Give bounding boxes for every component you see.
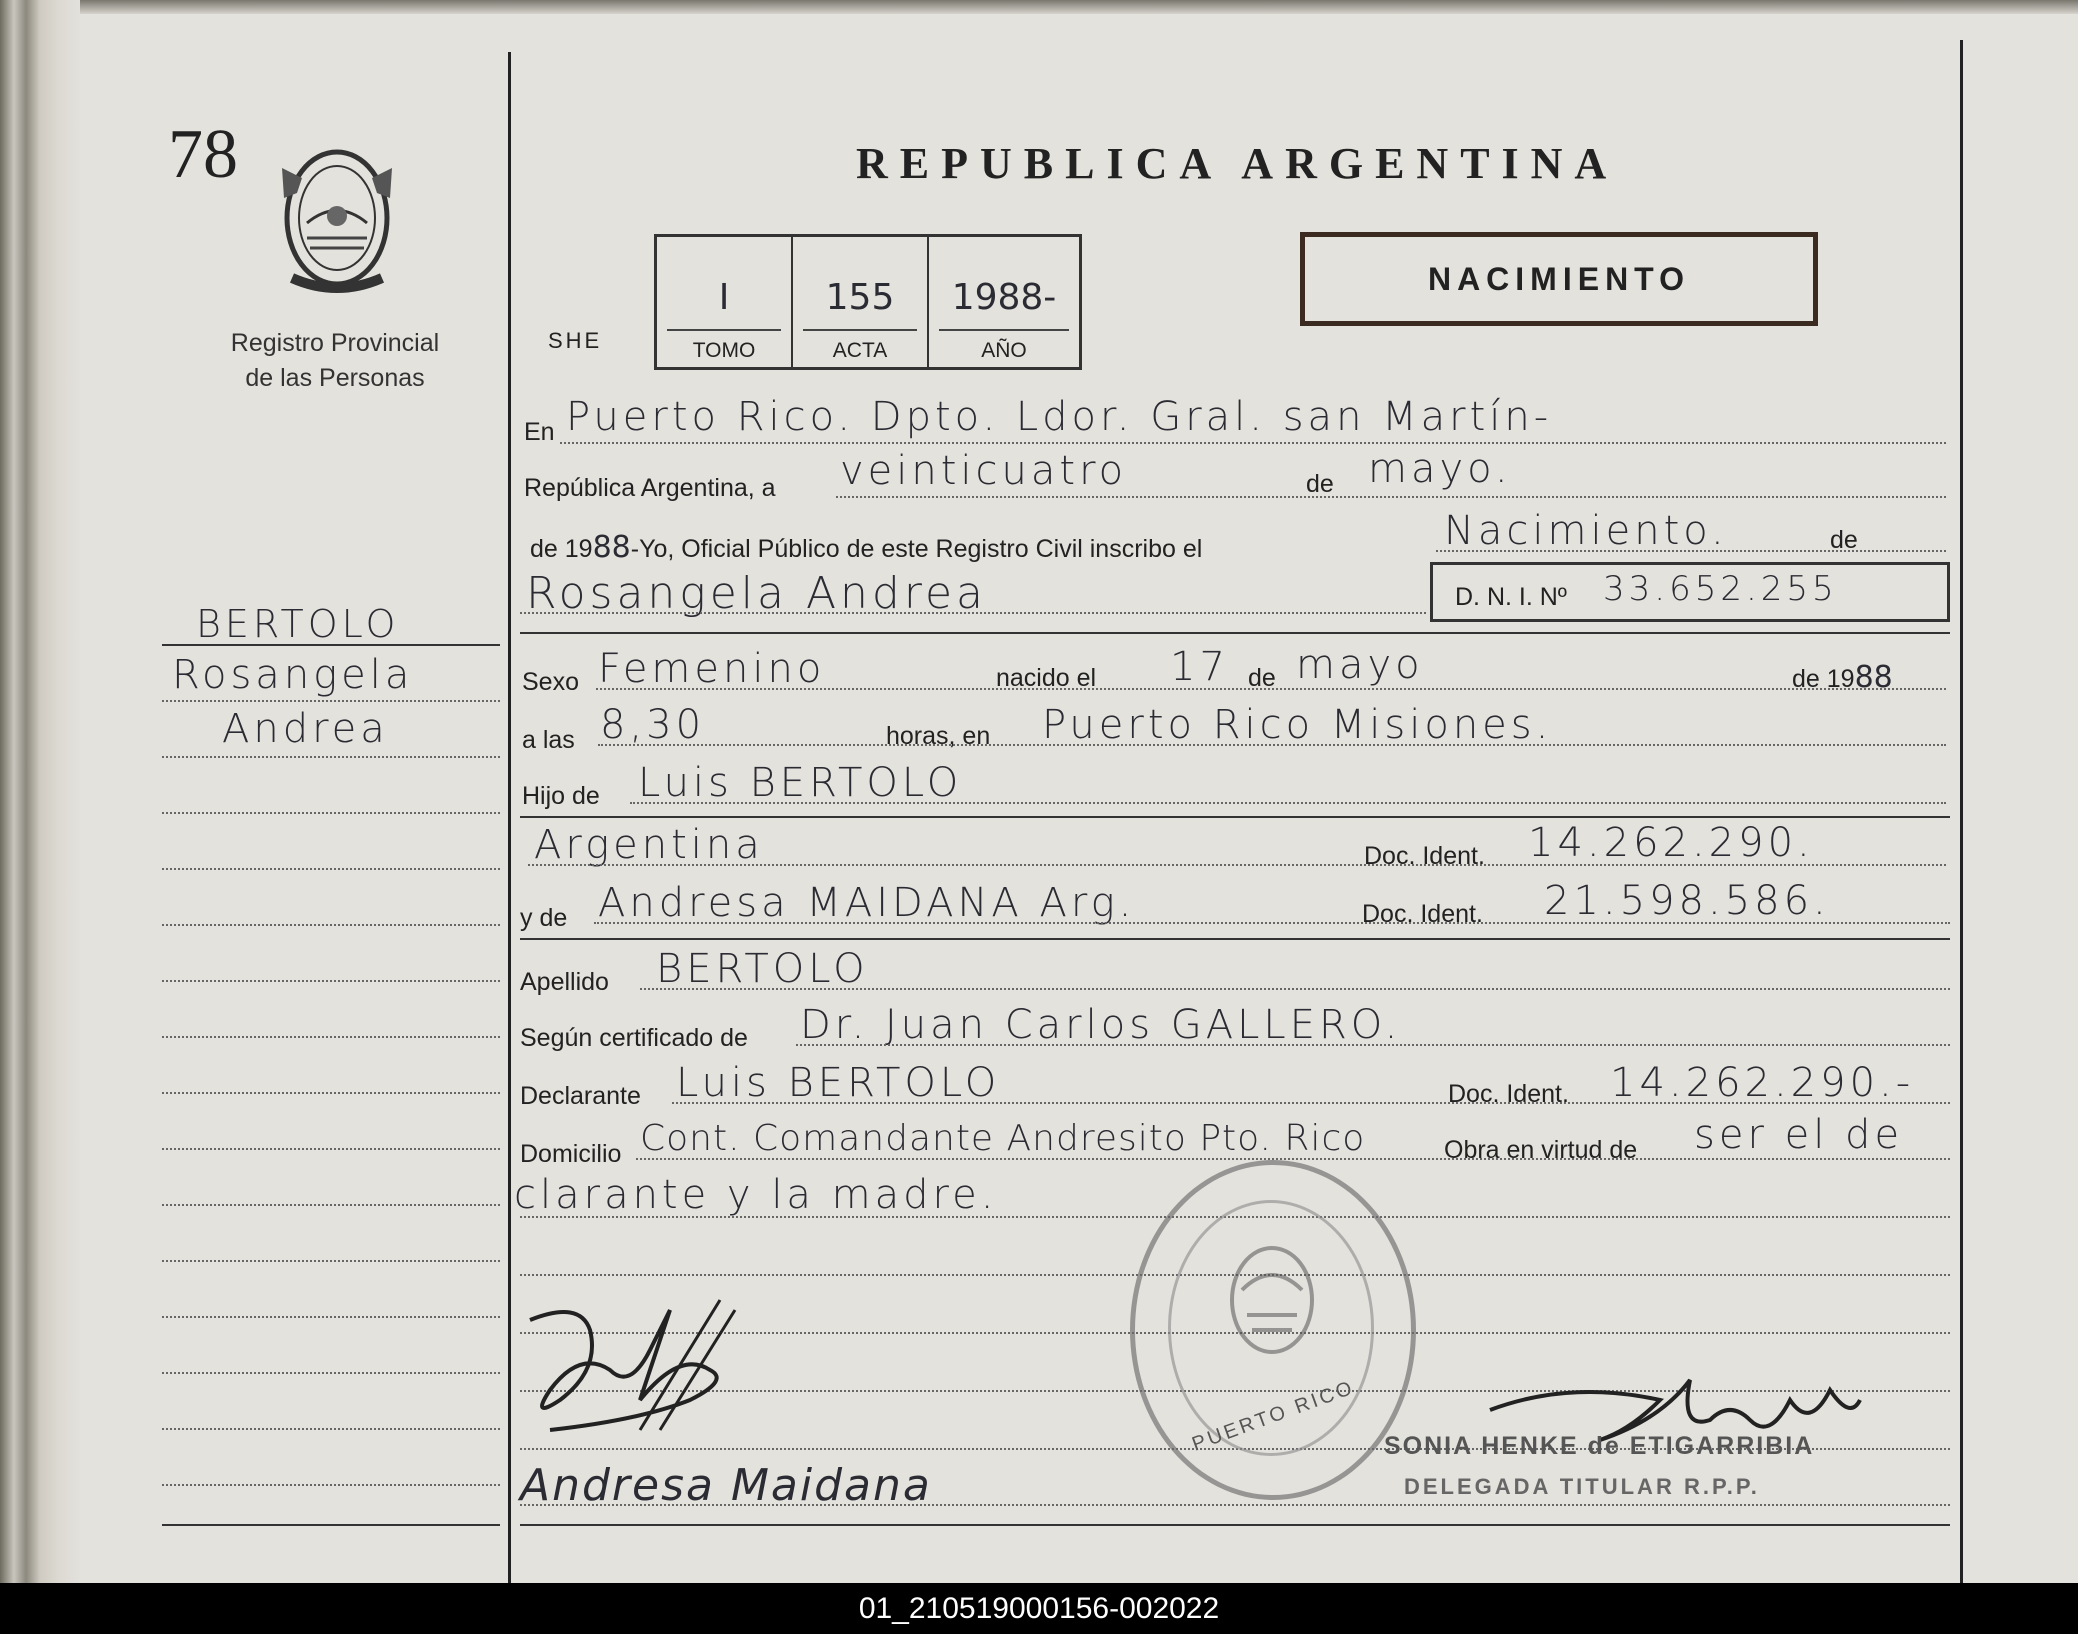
page-top-edge	[0, 0, 2078, 14]
time-line	[598, 744, 1946, 746]
book-spine	[0, 0, 80, 1583]
margin-line	[162, 924, 500, 926]
margin-name-2: Andrea	[222, 706, 389, 752]
horas-label: horas, en	[886, 722, 991, 750]
declarante-line	[672, 1102, 1950, 1104]
margin-rule	[162, 644, 500, 646]
margin-line	[162, 1260, 500, 1262]
dni-label: D. N. I. Nº	[1455, 583, 1567, 611]
oficial-text: -Yo, Oficial Público de este Registro Civil inscribo el	[630, 535, 1203, 563]
margin-line	[162, 1148, 500, 1150]
domicilio-line	[636, 1158, 1950, 1160]
anio-cell	[929, 237, 1079, 367]
misiones-coat-of-arms-icon	[262, 138, 412, 298]
margin-line	[162, 1316, 500, 1318]
section-rule	[520, 632, 1950, 634]
birth-day: 17	[1170, 644, 1229, 690]
image-caption: 01_210519000156-002022	[0, 1583, 2078, 1634]
apellido-label: Apellido	[520, 968, 609, 996]
anio-value: 1988-	[951, 277, 1057, 318]
child-name: Rosangela Andrea	[526, 568, 988, 619]
tomo-value: I	[718, 277, 730, 318]
mother-rule	[520, 938, 1950, 940]
segun-line	[796, 1044, 1950, 1046]
en-label: En	[524, 418, 555, 446]
margin-line	[162, 1372, 500, 1374]
bottom-rule	[520, 1524, 1950, 1526]
declarante-value: Luis BERTOLO	[676, 1060, 1001, 1106]
registry-line-2: de las Personas	[245, 364, 425, 392]
father-line	[630, 802, 1946, 804]
republica-label: República Argentina, a	[524, 474, 776, 502]
birth-place: Puerto Rico Misiones.	[1042, 702, 1553, 748]
sexo-value: Femenino	[598, 646, 826, 692]
mother-doc: 21.598.586.	[1544, 878, 1830, 924]
date-line	[836, 496, 1946, 498]
place-value: Puerto Rico. Dpto. Ldor. Gral. san Martín-	[566, 394, 1553, 440]
doc-label-3: Doc. Ident.	[1448, 1080, 1569, 1108]
father-nationality: Argentina	[534, 822, 764, 868]
document-title: REPUBLICA ARGENTINA	[856, 139, 1619, 188]
page-number: 78	[168, 116, 238, 193]
segun-label: Según certificado de	[520, 1024, 748, 1052]
hijo-label: Hijo de	[522, 782, 600, 810]
record-type-box	[1300, 232, 1818, 326]
place-line	[560, 442, 1946, 444]
record-type: NACIMIENTO	[1427, 260, 1691, 297]
margin-line	[162, 812, 500, 814]
father-name: Luis BERTOLO	[638, 760, 963, 806]
tomo-label: TOMO	[692, 339, 756, 362]
de-label-3: de	[1248, 664, 1276, 692]
margin-line	[162, 868, 500, 870]
segun-value: Dr. Juan Carlos GALLERO.	[800, 1002, 1402, 1048]
mother-name: Andresa MAIDANA Arg.	[598, 880, 1136, 926]
registry-line-1: Registro Provincial	[230, 329, 440, 357]
birth-year-suffix: 88	[1854, 660, 1893, 695]
margin-line	[162, 980, 500, 982]
birth-year-prefix: de 19	[1792, 665, 1855, 693]
day-value: veinticuatro	[840, 448, 1128, 494]
de-label-2: de	[1830, 526, 1858, 554]
doc-label-1: Doc. Ident.	[1364, 842, 1485, 870]
margin-name-1: Rosangela	[172, 652, 414, 698]
month-value: mayo.	[1368, 446, 1512, 492]
declarante-doc: 14.262.290.-	[1610, 1060, 1915, 1106]
registry-name	[200, 326, 470, 396]
sexo-label: Sexo	[522, 668, 579, 696]
margin-line	[162, 1484, 500, 1486]
mother-line	[594, 922, 1950, 924]
margin-line	[162, 1428, 500, 1430]
margin-line	[162, 700, 500, 702]
obra-value: ser el de	[1694, 1112, 1904, 1158]
stamp-emblem-icon	[1222, 1240, 1322, 1360]
father-doc: 14.262.290.	[1528, 820, 1814, 866]
margin-line	[162, 1204, 500, 1206]
child-name-line	[520, 612, 1426, 614]
year-suffix: 88	[592, 530, 631, 565]
margin-surname: BERTOLO	[196, 602, 400, 646]
doc-label-2: Doc. Ident.	[1362, 900, 1483, 928]
de-label: de	[1306, 470, 1334, 498]
father-doc-line	[528, 864, 1946, 866]
acto-value: Nacimiento.	[1444, 508, 1728, 554]
year-prefix-text: de 19	[530, 535, 593, 563]
dni-box	[1430, 562, 1950, 622]
a-las-label: a las	[522, 726, 575, 754]
obra-label: Obra en virtud de	[1444, 1136, 1638, 1164]
declarante-label: Declarante	[520, 1082, 641, 1110]
year-prefix	[530, 530, 1202, 565]
declarant-signature-icon	[520, 1290, 750, 1440]
acta-value: 155	[825, 277, 895, 318]
acta-label: ACTA	[832, 339, 888, 362]
right-border	[1960, 40, 1963, 1583]
birth-line	[596, 688, 1946, 690]
anio-label: AÑO	[981, 339, 1027, 362]
obra-value-2: clarante y la madre.	[514, 1172, 998, 1218]
official-role: DELEGADA TITULAR R.P.P.	[1404, 1474, 1760, 1499]
domicilio-value: Cont. Comandante Andresito Pto. Rico	[640, 1118, 1366, 1159]
parent-rule	[520, 816, 1950, 818]
column-divider	[508, 52, 511, 1583]
margin-line	[162, 1036, 500, 1038]
margin-line	[162, 1092, 500, 1094]
acto-line	[1436, 550, 1946, 552]
she-annotation: SHE	[548, 328, 603, 353]
birth-time: 8,30	[600, 702, 706, 748]
acta-cell	[793, 237, 929, 367]
record-number-table	[654, 234, 1082, 370]
stamp-text: PUERTO RICO	[1189, 1376, 1358, 1456]
mother-signature: Andresa Maidana	[520, 1460, 932, 1511]
apellido-line	[640, 988, 1950, 990]
apellido-value: BERTOLO	[656, 946, 869, 992]
margin-line	[162, 756, 500, 758]
birth-month: mayo	[1296, 642, 1424, 688]
tomo-cell	[657, 237, 793, 367]
dni-value: 33.652.255	[1603, 569, 1838, 609]
domicilio-label: Domicilio	[520, 1140, 622, 1168]
nacido-label: nacido el	[996, 664, 1097, 692]
official-name: SONIA HENKE de ETIGARRIBIA	[1384, 1432, 1815, 1460]
margin-bottom-rule	[162, 1524, 500, 1526]
y-de-label: y de	[520, 904, 568, 932]
